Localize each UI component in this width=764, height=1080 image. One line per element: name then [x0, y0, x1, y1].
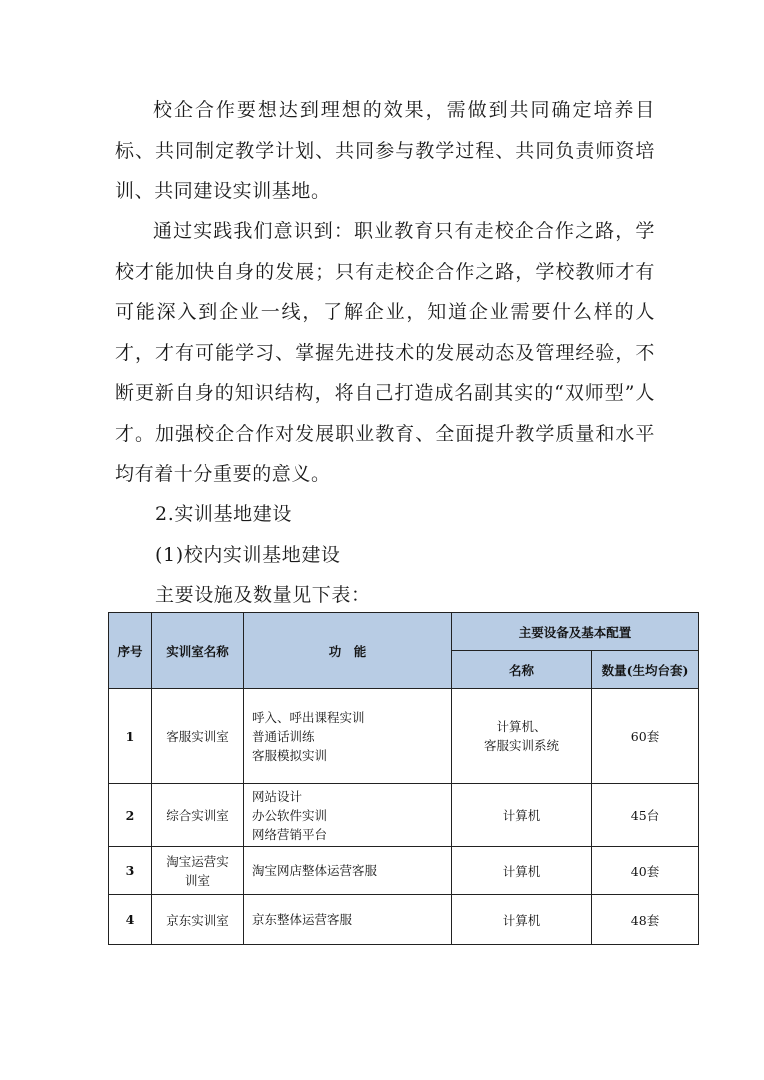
- row-equipment: 计算机、 客服实训系统: [452, 689, 592, 784]
- section-heading: 2.实训基地建设: [155, 503, 292, 525]
- table-row: [109, 847, 699, 895]
- row-room-name: 京东实训室: [152, 895, 244, 945]
- subsection-heading: (1)校内实训基地建设: [155, 544, 341, 566]
- row-functions: 淘宝网店整体运营客服: [244, 847, 452, 895]
- header-quantity: 数量(生均台套): [592, 651, 699, 689]
- row-functions: 网站设计 办公软件实训 网络营销平台: [244, 784, 452, 847]
- header-equipment-name: 名称: [452, 651, 592, 689]
- row-index: 3: [109, 847, 152, 895]
- table-row: [109, 784, 699, 847]
- row-quantity: 48套: [592, 895, 699, 945]
- paragraph-cooperation-goals: 校企合作要想达到理想的效果，需做到共同确定培养目标、共同制定教学计划、共同参与教学过程、共同负责师资培训、共同建设实训基地。: [115, 99, 655, 202]
- header-index: 序号: [109, 613, 152, 689]
- row-room-name: 客服实训室: [152, 689, 244, 784]
- facilities-table: [108, 612, 699, 945]
- table-row: [109, 895, 699, 945]
- row-functions: 呼入、呼出课程实训 普通话训练 客服模拟实训: [244, 689, 452, 784]
- row-index: 4: [109, 895, 152, 945]
- header-equipment-group: 主要设备及基本配置: [452, 613, 699, 651]
- table-row: [109, 689, 699, 784]
- paragraph-practice-insight: 通过实践我们意识到：职业教育只有走校企合作之路，学校才能加快自身的发展；只有走校企合作之路，学校教师才有可能深入到企业一线，了解企业，知道企业需要什么样的人才，才有可能学习、掌握先进技术的发展动态及管理经验，不断更新自身的知识结构，将自己打造成名副其实的“双师型”人才。加强校企合作对发展职业教育、全面提升教学质量和水平均有着十分重要的意义。: [115, 220, 655, 485]
- row-equipment: 计算机: [452, 784, 592, 847]
- row-quantity: 40套: [592, 847, 699, 895]
- header-function: 功 能: [244, 613, 452, 689]
- row-room-name: 淘宝运营实 训室: [152, 847, 244, 895]
- row-index: 1: [109, 689, 152, 784]
- row-room-name: 综合实训室: [152, 784, 244, 847]
- row-index: 2: [109, 784, 152, 847]
- row-quantity: 60套: [592, 689, 699, 784]
- row-functions: 京东整体运营客服: [244, 895, 452, 945]
- row-equipment: 计算机: [452, 895, 592, 945]
- row-quantity: 45台: [592, 784, 699, 847]
- header-room-name: 实训室名称: [152, 613, 244, 689]
- table-intro: 主要设施及数量见下表：: [155, 584, 371, 606]
- row-equipment: 计算机: [452, 847, 592, 895]
